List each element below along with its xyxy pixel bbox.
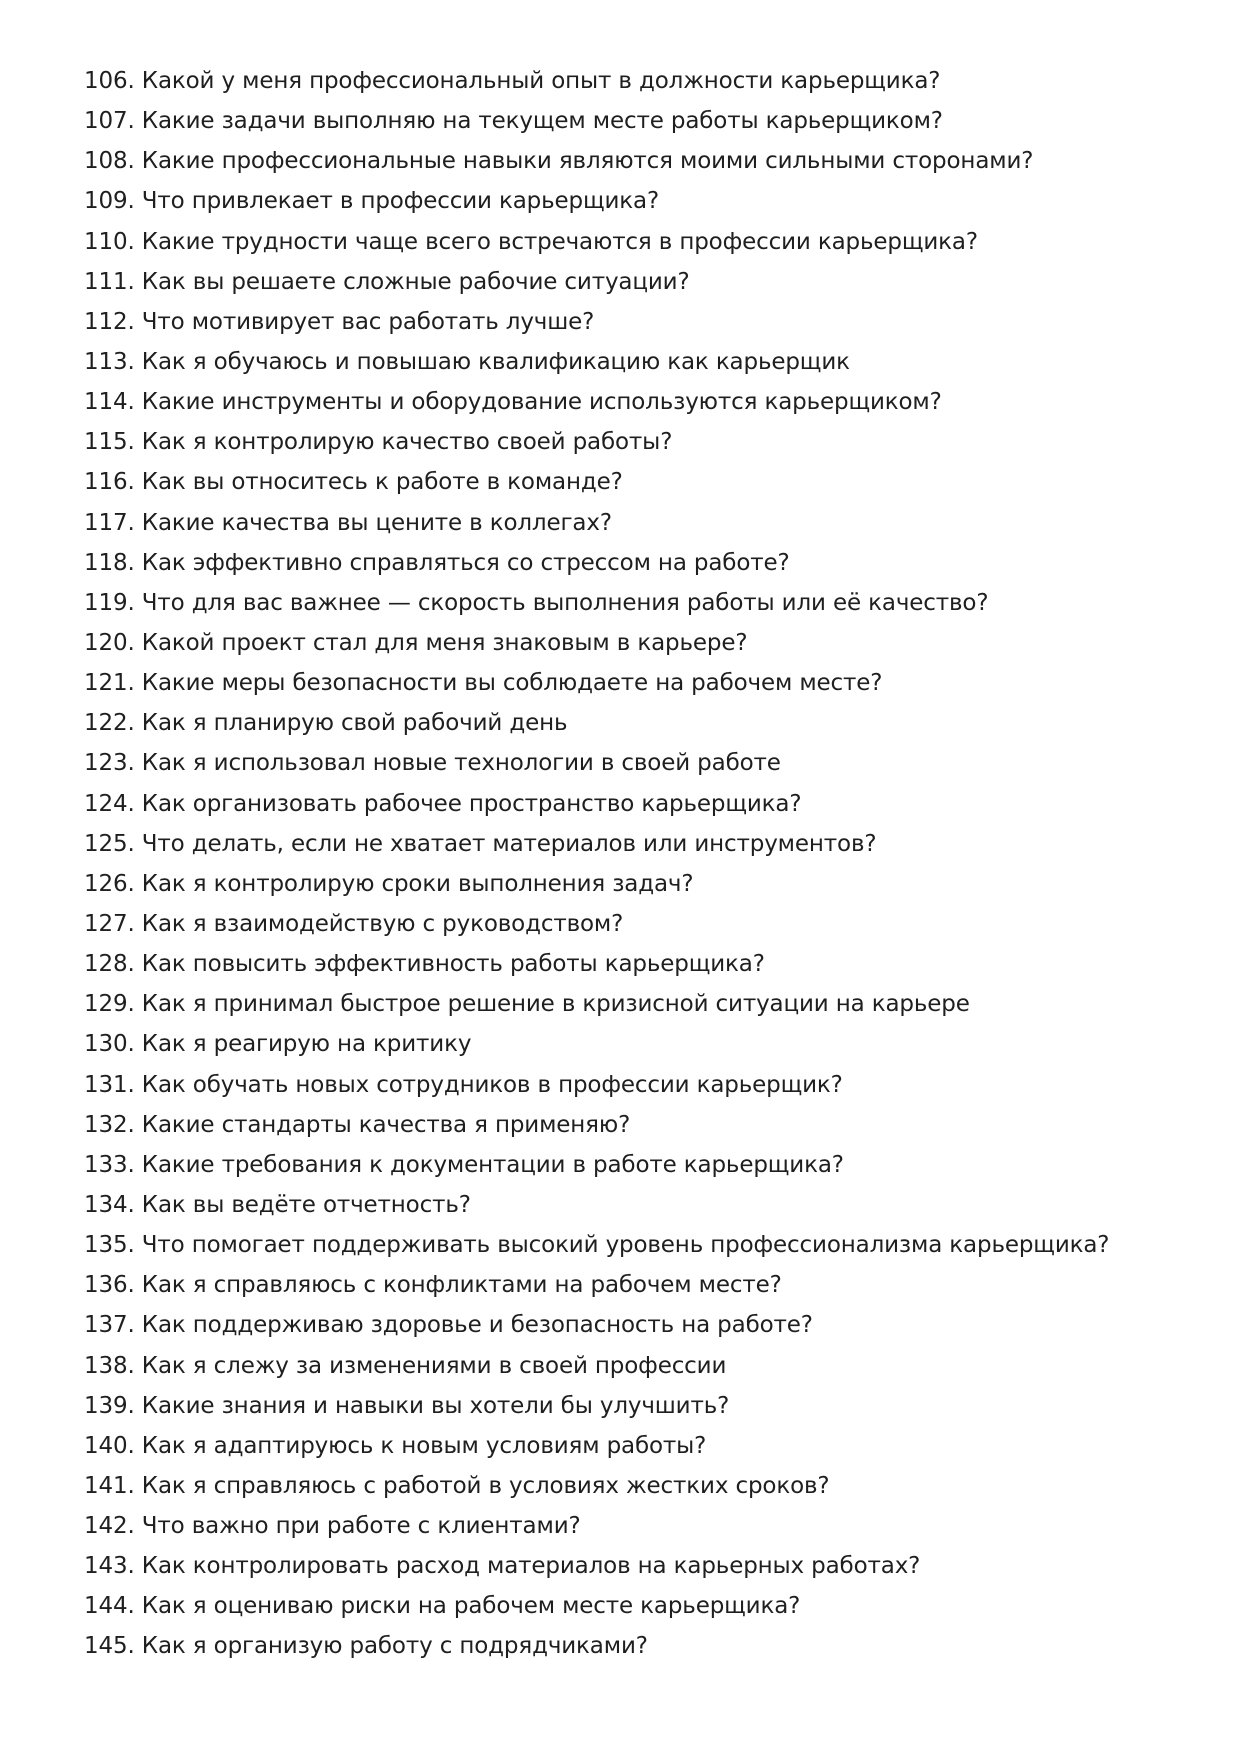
- question-item: 140. Как я адаптируюсь к новым условиям работы?: [84, 1432, 707, 1459]
- question-item: 126. Как я контролирую сроки выполнения задач?: [84, 870, 694, 897]
- question-item: 132. Какие стандарты качества я применяю?: [84, 1111, 631, 1138]
- question-item: 124. Как организовать рабочее пространство карьерщика?: [84, 790, 802, 817]
- question-item: 110. Какие трудности чаще всего встречаются в профессии карьерщика?: [84, 228, 978, 255]
- question-item: 145. Как я организую работу с подрядчиками?: [84, 1633, 648, 1660]
- question-item: 127. Как я взаимодействую с руководством?: [84, 910, 624, 937]
- question-item: 109. Что привлекает в профессии карьерщика?: [84, 188, 660, 215]
- question-item: 131. Как обучать новых сотрудников в профессии карьерщик?: [84, 1071, 843, 1098]
- question-item: 129. Как я принимал быстрое решение в кризисной ситуации на карьере: [84, 991, 970, 1018]
- question-item: 108. Какие профессиональные навыки являются моими сильными сторонами?: [84, 148, 1034, 175]
- question-item: 121. Какие меры безопасности вы соблюдаете на рабочем месте?: [84, 670, 883, 697]
- question-item: 116. Как вы относитесь к работе в команде?: [84, 469, 623, 496]
- question-item: 112. Что мотивирует вас работать лучше?: [84, 308, 595, 335]
- question-item: 135. Что помогает поддерживать высокий уровень профессионализма карьерщика?: [84, 1232, 1110, 1259]
- question-item: 113. Как я обучаюсь и повышаю квалификацию как карьерщик: [84, 348, 850, 375]
- question-item: 114. Какие инструменты и оборудование используются карьерщиком?: [84, 389, 942, 416]
- question-item: 118. Как эффективно справляться со стрессом на работе?: [84, 549, 790, 576]
- question-item: 128. Как повысить эффективность работы карьерщика?: [84, 951, 765, 978]
- question-list: [84, 61, 1109, 1667]
- question-item: 119. Что для вас важнее — скорость выполнения работы или её качество?: [84, 589, 989, 616]
- question-item: 115. Как я контролирую качество своей работы?: [84, 429, 673, 456]
- question-item: 133. Какие требования к документации в работе карьерщика?: [84, 1151, 844, 1178]
- question-item: 141. Как я справляюсь с работой в условиях жестких сроков?: [84, 1472, 830, 1499]
- question-item: 122. Как я планирую свой рабочий день: [84, 710, 568, 737]
- question-item: 123. Как я использовал новые технологии в своей работе: [84, 750, 781, 777]
- question-item: 144. Как я оцениваю риски на рабочем месте карьерщика?: [84, 1593, 801, 1620]
- question-item: 125. Что делать, если не хватает материалов или инструментов?: [84, 830, 877, 857]
- question-item: 136. Как я справляюсь с конфликтами на рабочем месте?: [84, 1272, 782, 1299]
- question-item: 107. Какие задачи выполняю на текущем месте работы карьерщиком?: [84, 108, 943, 135]
- question-item: 139. Какие знания и навыки вы хотели бы улучшить?: [84, 1392, 730, 1419]
- question-item: 137. Как поддерживаю здоровье и безопасность на работе?: [84, 1312, 813, 1339]
- question-item: 134. Как вы ведёте отчетность?: [84, 1191, 471, 1218]
- question-item: 143. Как контролировать расход материалов на карьерных работах?: [84, 1553, 921, 1580]
- question-item: 111. Как вы решаете сложные рабочие ситуации?: [84, 268, 690, 295]
- question-item: 142. Что важно при работе с клиентами?: [84, 1513, 581, 1540]
- question-item: 138. Как я слежу за изменениями в своей профессии: [84, 1352, 727, 1379]
- question-item: 120. Какой проект стал для меня знаковым в карьере?: [84, 629, 748, 656]
- question-item: 106. Какой у меня профессиональный опыт в должности карьерщика?: [84, 68, 941, 94]
- question-item: 130. Как я реагирую на критику: [84, 1031, 472, 1058]
- question-item: 117. Какие качества вы цените в коллегах?: [84, 509, 612, 536]
